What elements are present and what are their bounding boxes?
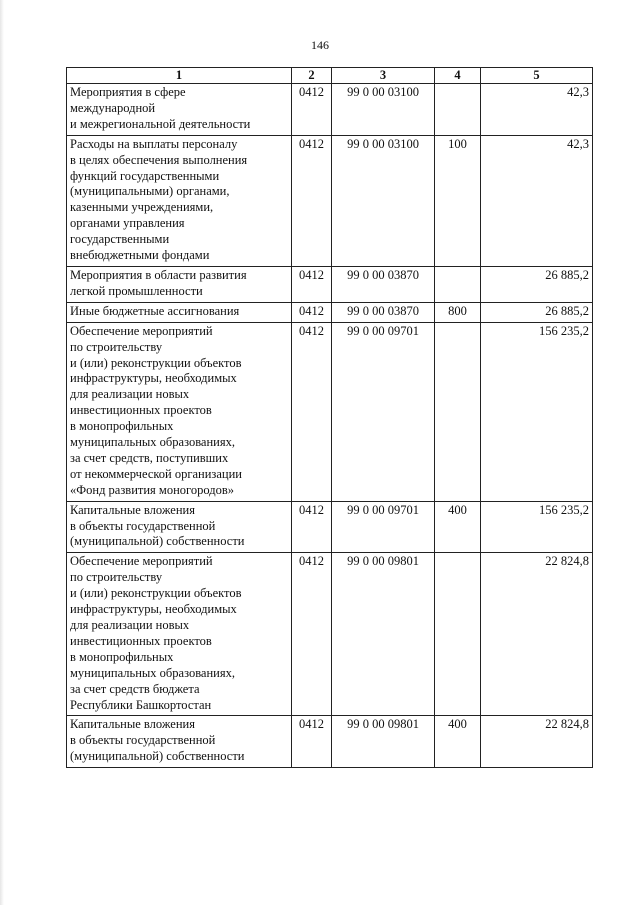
- target-article-cell: 99 0 00 09701: [332, 501, 435, 553]
- amount-cell: 26 885,2: [481, 302, 593, 322]
- row-name-cell: Капитальные вложения в объекты государственной (муниципальной) собственности: [67, 716, 292, 768]
- header-cell: 4: [435, 68, 481, 84]
- amount-cell: 42,3: [481, 135, 593, 266]
- amount-cell: 156 235,2: [481, 501, 593, 553]
- expense-type-cell: 400: [435, 501, 481, 553]
- target-article-cell: 99 0 00 09701: [332, 322, 435, 501]
- row-name-cell: Мероприятия в области развития легкой промышленности: [67, 266, 292, 302]
- header-cell: 3: [332, 68, 435, 84]
- row-name-cell: Иные бюджетные ассигнования: [67, 302, 292, 322]
- section-code-cell: 0412: [292, 84, 332, 136]
- table-row: [67, 322, 593, 501]
- row-name-cell: Обеспечение мероприятий по строительству и (или) реконструкции объектов инфраструктуры, необходимых для реализации новых инвестиционных проектов в монопрофильных муниципальных образованиях, за счет средств бюджета Республики Башкортостан: [67, 553, 292, 716]
- table-row: [67, 716, 593, 768]
- section-code-cell: 0412: [292, 302, 332, 322]
- header-cell: 2: [292, 68, 332, 84]
- header-cell: 5: [481, 68, 593, 84]
- page-number: 146: [311, 38, 329, 52]
- budget-table: [66, 67, 593, 768]
- target-article-cell: 99 0 00 09801: [332, 553, 435, 716]
- expense-type-cell: [435, 84, 481, 136]
- section-code-cell: 0412: [292, 501, 332, 553]
- target-article-cell: 99 0 00 03870: [332, 266, 435, 302]
- target-article-cell: 99 0 00 03100: [332, 135, 435, 266]
- section-code-cell: 0412: [292, 322, 332, 501]
- row-name-cell: Мероприятия в сфере международной и межрегиональной деятельности: [67, 84, 292, 136]
- section-code-cell: 0412: [292, 553, 332, 716]
- amount-cell: 22 824,8: [481, 553, 593, 716]
- section-code-cell: 0412: [292, 135, 332, 266]
- expense-type-cell: 400: [435, 716, 481, 768]
- row-name-cell: Расходы на выплаты персоналу в целях обеспечения выполнения функций государственными (муниципальными) органами, казенными учреждениями, органами управления государственными внебюджетными фондами: [67, 135, 292, 266]
- table-row: [67, 302, 593, 322]
- amount-cell: 22 824,8: [481, 716, 593, 768]
- table-row: [67, 266, 593, 302]
- target-article-cell: 99 0 00 03100: [332, 84, 435, 136]
- header-cell: 1: [67, 68, 292, 84]
- table-row: [67, 84, 593, 136]
- expense-type-cell: [435, 266, 481, 302]
- table-row: [67, 501, 593, 553]
- expense-type-cell: 800: [435, 302, 481, 322]
- section-code-cell: 0412: [292, 716, 332, 768]
- table-row: [67, 553, 593, 716]
- expense-type-cell: 100: [435, 135, 481, 266]
- section-code-cell: 0412: [292, 266, 332, 302]
- amount-cell: 42,3: [481, 84, 593, 136]
- table-body: [67, 84, 593, 768]
- scan-edge: [0, 0, 4, 905]
- table-header-row: [67, 68, 593, 84]
- expense-type-cell: [435, 553, 481, 716]
- table-row: [67, 135, 593, 266]
- expense-type-cell: [435, 322, 481, 501]
- amount-cell: 26 885,2: [481, 266, 593, 302]
- row-name-cell: Обеспечение мероприятий по строительству и (или) реконструкции объектов инфраструктуры, необходимых для реализации новых инвестиционных проектов в монопрофильных муниципальных образованиях, за счет средств, поступивших от некоммерческой организации «Фонд развития моногородов»: [67, 322, 292, 501]
- target-article-cell: 99 0 00 09801: [332, 716, 435, 768]
- row-name-cell: Капитальные вложения в объекты государственной (муниципальной) собственности: [67, 501, 292, 553]
- amount-cell: 156 235,2: [481, 322, 593, 501]
- target-article-cell: 99 0 00 03870: [332, 302, 435, 322]
